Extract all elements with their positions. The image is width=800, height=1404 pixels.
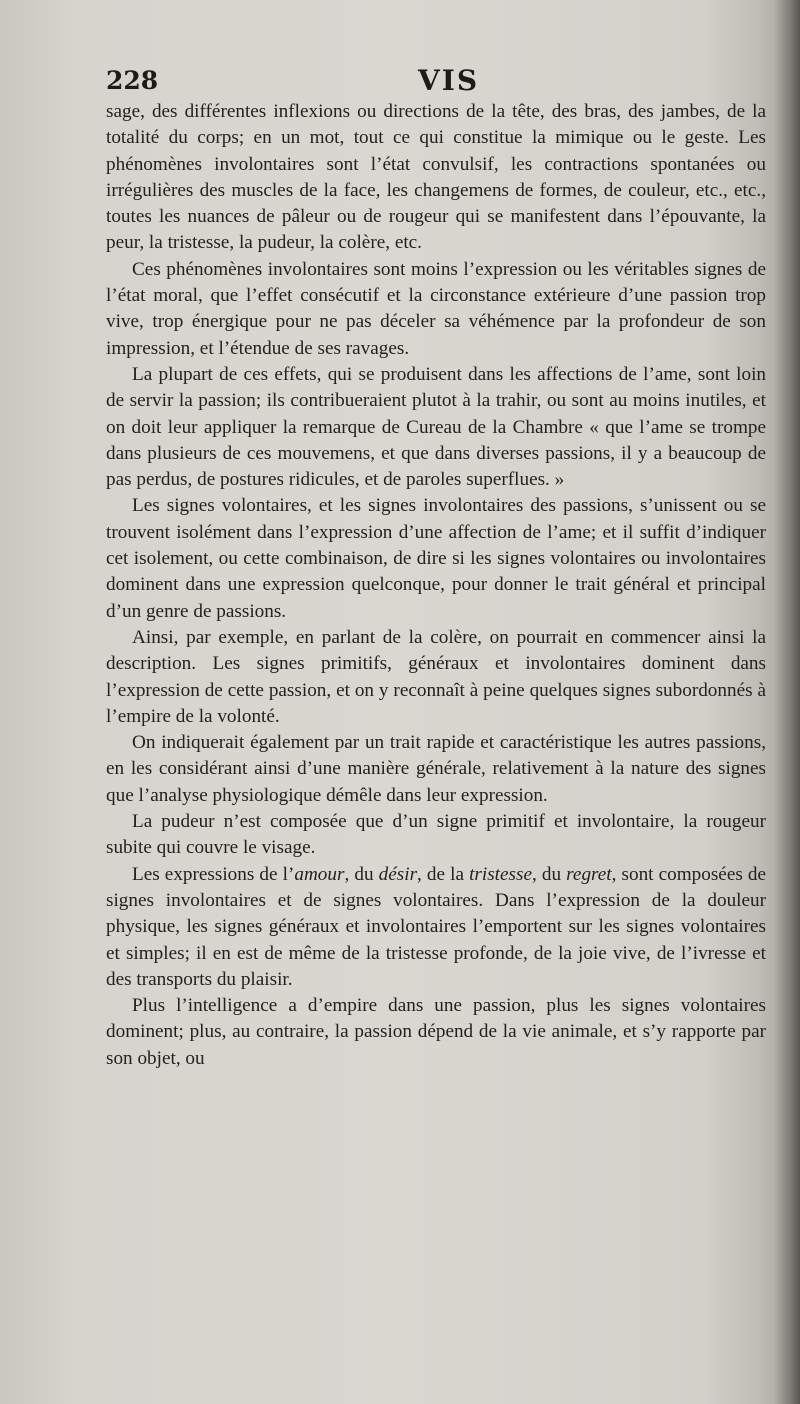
text-run: Ces phénomènes involontaires sont moins l’expression ou les véritables signes de l’état moral, que l’effet consécutif et la circonstance extérieure d’une passion trop vive, trop énergique pour ne pas déceler sa véhémence par la profondeur de son impression, et l’étendue de ses ravages.: [106, 258, 766, 359]
text-run: sage, des différentes inflexions ou directions de la tête, des bras, des jambes, de la totalité du corps; en un mot, tout ce qui constitue la mimique ou le geste. Les phénomènes involontaires sont l’état convulsif, les contractions spontanées ou irrégulières des muscles de la face, les changemens de formes, de couleur, etc., etc., toutes les nuances de pâleur ou de rougeur qui se manifestent dans l’épouvante, la peur, la tristesse, la pudeur, la colère, etc.: [106, 101, 766, 254]
paragraph: [106, 99, 766, 257]
paragraph: [106, 625, 766, 730]
running-head: VIS: [418, 64, 480, 97]
page-number: 228: [106, 66, 159, 95]
body-text: [106, 99, 766, 1072]
paragraph: [106, 809, 766, 862]
italic-term: désir: [378, 863, 418, 885]
paragraph: [106, 862, 766, 993]
text-run: On indiquerait également par un trait rapide et caractéristique les autres passions, en les considérant ainsi d’une manière générale, relativement à la nature des signes que l’analyse physiologique démêle dans leur expression.: [106, 732, 766, 806]
text-run: Ainsi, par exemple, en parlant de la colère, on pourrait en commencer ainsi la description. Les signes primitifs, généraux et involontaires dominent dans l’expression de cette passion, et on y reconnaît à peine quelques signes subordonnés à l’empire de la volonté.: [106, 626, 766, 727]
text-run: Plus l’intelligence a d’empire dans une passion, plus les signes volontaires dominent; plus, au contraire, la passion dépend de la vie animale, et s’y rapporte par son objet, ou: [106, 995, 766, 1069]
text-run: Les expressions de l’: [132, 863, 295, 885]
text-run: La pudeur n’est composée que d’un signe primitif et involontaire, la rougeur subite qui couvre le visage.: [106, 811, 766, 859]
paragraph: [106, 493, 766, 624]
paragraph: [106, 257, 766, 362]
text-run: , du: [531, 863, 567, 885]
paragraph: [106, 362, 766, 493]
text-run: , sont composées de signes involontaires et de signes volontaires. Dans l’expression de la douleur physique, les signes généraux et involontaires l’emportent sur les signes volontaires et simples; il en est de même de la tristesse profonde, de la joie vive, de l’ivresse et des transports du plaisir.: [106, 863, 767, 990]
paragraph: [106, 730, 766, 809]
text-run: La plupart de ces effets, qui se produisent dans les affections de l’ame, sont loin de servir la passion; ils contribueraient plutot à la trahir, ou sont au moins inutiles, et on doit leur appliquer la remarque de Cureau de la Chambre « que l’ame se trompe dans plusieurs de ces mouvemens, et que dans diverses passions, il y a beaucoup de pas perdus, de postures ridicules, et de paroles superflues. »: [106, 363, 766, 491]
text-run: , du: [344, 863, 379, 885]
page-edge-shadow: [774, 0, 800, 1404]
italic-term: tristesse: [469, 863, 532, 885]
italic-term: regret: [566, 863, 612, 885]
paragraph: [106, 993, 766, 1072]
text-run: Les signes volontaires, et les signes involontaires des passions, s’unissent ou se trouvent isolément dans l’expression d’une affection de l’ame; et il suffit d’indiquer cet isolement, ou cette combinaison, de dire si les signes volontaires ou involontaires dominent dans une expression quelconque, pour donner le trait général et principal d’un genre de passions.: [106, 495, 766, 622]
text-run: , de la: [417, 863, 470, 885]
italic-term: amour: [294, 863, 345, 885]
page-header: [106, 66, 766, 100]
